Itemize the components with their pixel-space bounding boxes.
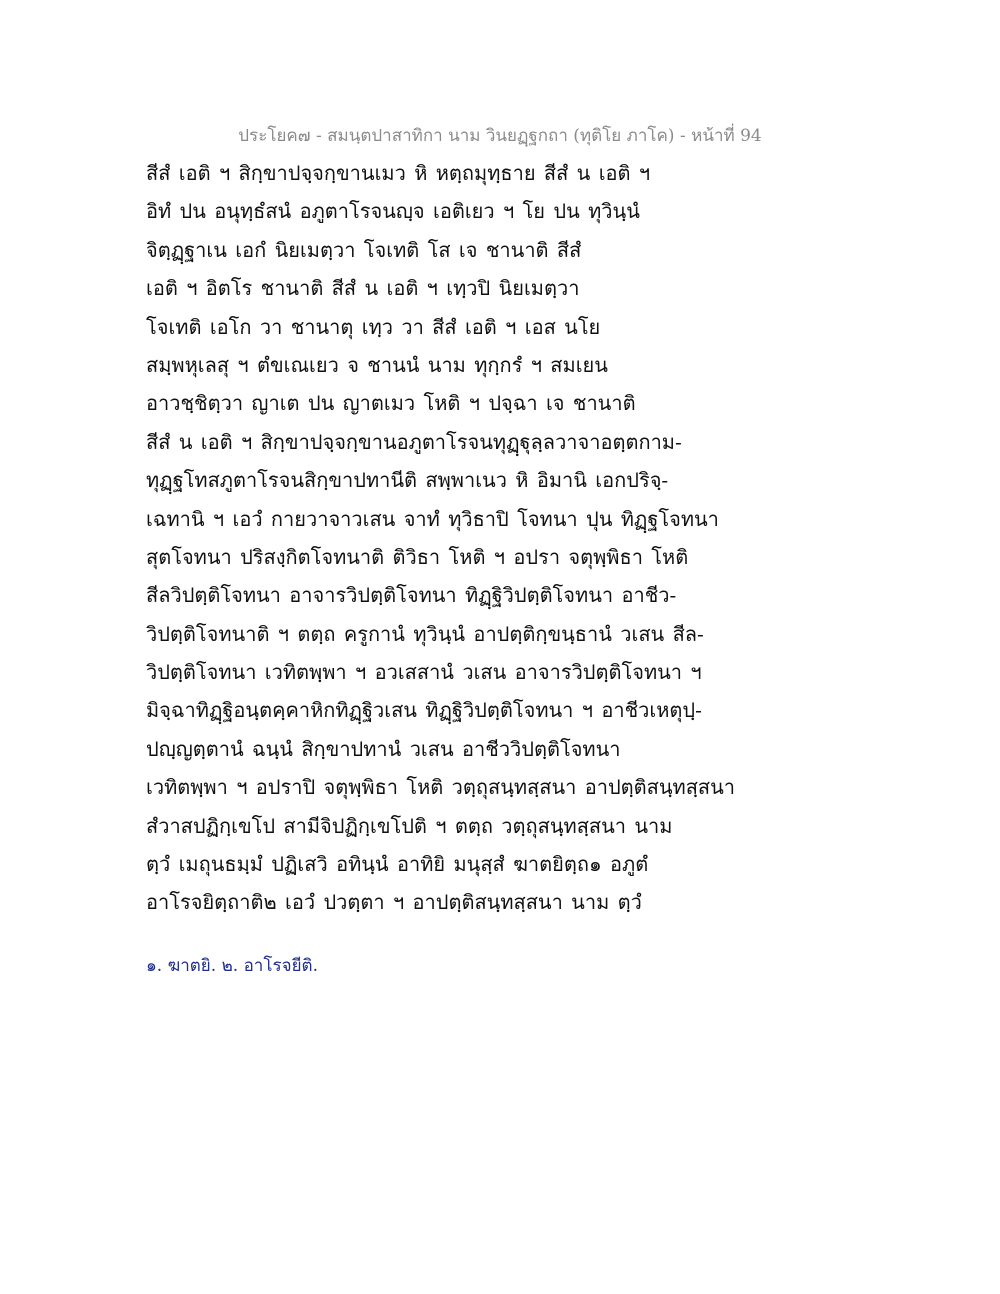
text-line: สีสํ น เอติ ฯ สิกฺขาปจฺจกฺขานอภูตาโรจนทุฏฺฐุลฺลวาจาอตฺตกาม-: [146, 429, 682, 454]
text-line: สํวาสปฏิกฺเขโป สามีจิปฏิกฺเขโปติ ฯ ตตฺถ วตฺถุสนฺทสฺสนา นาม: [146, 813, 673, 838]
footnote: ๑. ฆาตยิ. ๒. อาโรจยีติ.: [146, 956, 318, 976]
running-header: ประโยค๗ - สมนฺตปาสาทิกา นาม วินยฏฺฐกถา (ทุติโย ภาโค) - หน้าที่ 94: [238, 126, 762, 146]
text-line: อาวชฺชิตฺวา ญาเต ปน ญาตเมว โหติ ฯ ปจฺฉา เจ ชานาติ: [146, 391, 636, 416]
body-text: [146, 154, 746, 922]
text-line: ทุฏฺฐโทสภูตาโรจนสิกฺขาปทานีติ สพฺพาเนว หิ อิมานิ เอกปริจฺ-: [146, 468, 669, 493]
text-line: ปญฺญตฺตานํ ฉนฺนํ สิกฺขาปทานํ วเสน อาชีววิปตฺติโจทนา: [146, 736, 621, 761]
text-line: เอติ ฯ อิตโร ชานาติ สีสํ น เอติ ฯ เทฺวปิ นิยเมตฺวา: [146, 276, 580, 301]
text-line: อิทํ ปน อนุทฺธํสนํ อภูตาโรจนญฺจ เอติเยว ฯ โย ปน ทุวินฺนํ: [146, 199, 640, 224]
text-line: จิตฺฏฺฐาเน เอกํ นิยเมตฺวา โจเทติ โส เจ ชานาติ สีสํ: [146, 237, 582, 262]
text-line: มิจฺฉาทิฏฺฐิอนฺตคฺคาหิกทิฏฺฐิวเสน ทิฏฺฐิวิปตฺติโจทนา ฯ อาชีวเหตุปฺ-: [146, 698, 702, 723]
text-line: อาโรจยิตฺถาติ๒ เอวํ ปวตฺตา ฯ อาปตฺติสนฺทสฺสนา นาม ตฺวํ: [146, 890, 642, 915]
text-line: โจเทติ เอโก วา ชานาตุ เทฺว วา สีสํ เอติ ฯ เอส นโย: [146, 314, 601, 339]
text-line: สมฺพหุเลสุ ฯ ตํขเณเยว จ ชานนํ นาม ทุกฺกรํ ฯ สมเยน: [146, 352, 608, 377]
text-line: วิปตฺติโจทนาติ ฯ ตตฺถ ครูกานํ ทุวินฺนํ อาปตฺติกฺขนฺธานํ วเสน สีล-: [146, 621, 704, 646]
text-line: เวทิตพฺพา ฯ อปราปิ จตุพฺพิธา โหติ วตฺถุสนฺทสฺสนา อาปตฺติสนฺทสฺสนา: [146, 775, 736, 800]
text-line: สุตโจทนา ปริสงฺกิตโจทนาติ ติวิธา โหติ ฯ อปรา จตุพฺพิธา โหติ: [146, 544, 689, 569]
text-line: ตฺวํ เมถุนธมฺมํ ปฏิเสวิ อทินฺนํ อาทิยิ มนุสฺสํ ฆาตยิตฺถ๑ อภูตํ: [146, 852, 649, 877]
text-line: เฉทานิ ฯ เอวํ กายวาจาวเสน จาทํ ทุวิธาปิ โจทนา ปุน ทิฏฺฐโจทนา: [146, 506, 719, 531]
text-line: วิปตฺติโจทนา เวทิตพฺพา ฯ อวเสสานํ วเสน อาจารวิปตฺติโจทนา ฯ: [146, 660, 702, 685]
text-line: สีลวิปตฺติโจทนา อาจารวิปตฺติโจทนา ทิฏฺฐิวิปตฺติโจทนา อาชีว-: [146, 583, 677, 608]
text-line: สีสํ เอติ ฯ สิกฺขาปจฺจกฺขานเมว หิ หตฺถมุทฺธาย สีสํ น เอติ ฯ: [146, 161, 651, 185]
